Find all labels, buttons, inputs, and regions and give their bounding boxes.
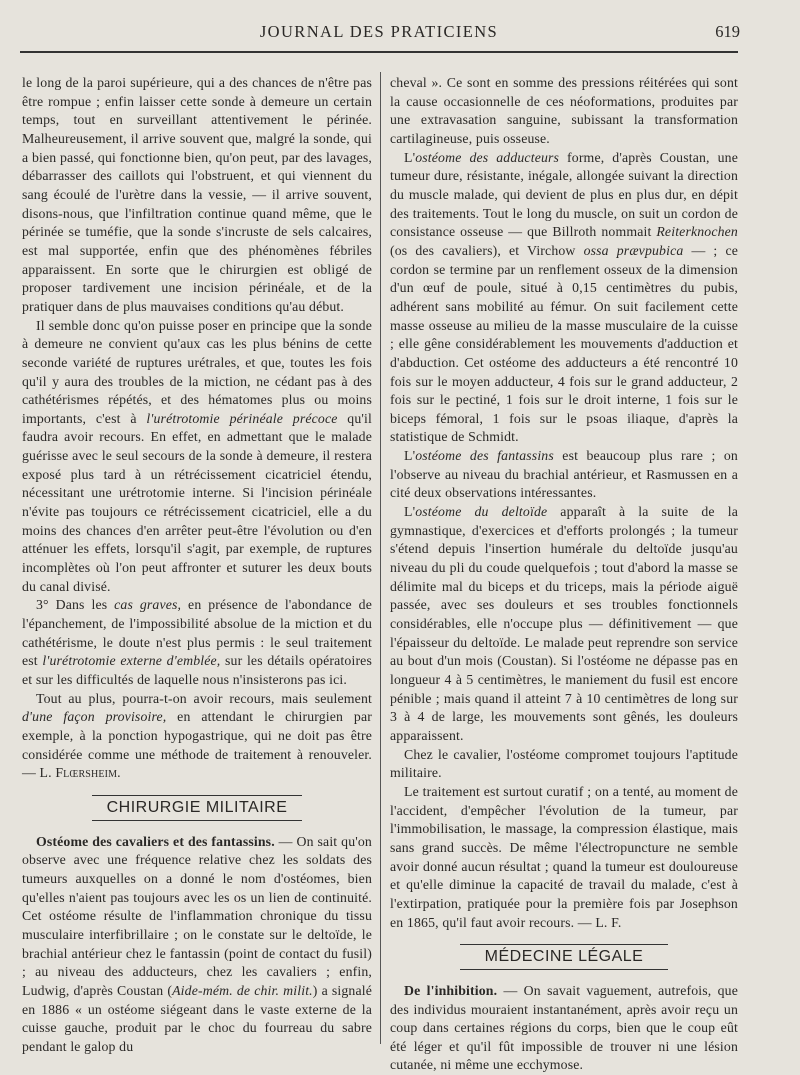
right-column bbox=[390, 74, 738, 1075]
header-rule bbox=[20, 51, 738, 53]
page-number: 619 bbox=[715, 22, 740, 41]
paragraph: le long de la paroi supérieure, qui a des chances de n'être pas être rompue ; enfin laisser cette sonde à demeure un certain temps, tout en surveillant attentivement le périnée. Malheureusement, il arrive souvent que, malgré la sonde, qui a bien passé, qui fonctionne bien, qu'on peut, par des lavages, débarrasser des caillots qui l'obstruent, et qui viennent du sang écoulé de l'urètre dans la vessie, — il arrive souvent, disons-nous, que l'infiltration continue quand même, que le périnée se tuméfie, que la sonde s'incruste de sels calcaires, est mal supportée, enfin que des phénomènes fébriles apparaissent. En sorte que le chirurgien est obligé de proposer tardivement une incision périnéale, et de la pratiquer dans de plus mauvaises conditions qu'au début. bbox=[22, 75, 372, 314]
running-title: JOURNAL DES PRATICIENS bbox=[259, 22, 499, 41]
article-title: Ostéome des cavaliers et des fantassins. bbox=[36, 833, 275, 849]
paragraph: L'ostéome des adducteurs forme, d'après Coustan, une tumeur dure, résistante, inégale, allongée suivant la direction du muscle malade, qui devient de plus en plus dur, en dépit des traitements. Tout le long du muscle, on suit un cordon de consistance osseuse — que Billroth nommait Reiterknochen (os des cavaliers), et Virchow ossa prævpubica — ; ce cordon se termine par un renflement osseux de la dimension d'un œuf de poule, situé à 0,15 centimètres du pubis, adhérent sans mobilité au fémur. On suit facilement cette masse osseuse au milieu de la masse musculaire de la cuisse ; elle gêne considérablement les mouvements d'adduction et d'abduction. Cet ostéome des adducteurs a été rencontré 10 fois sur le moyen adducteur, 4 fois sur le grand adducteur, 2 fois sur le pectiné, 1 fois sur le droit interne, 1 fois sur le biceps fémoral, 1 fois sur le psoas iliaque, d'après la statistique de Schmidt. bbox=[390, 149, 738, 445]
section-heading-chirurgie bbox=[22, 795, 372, 821]
section-title: MÉDECINE LÉGALE bbox=[484, 948, 644, 966]
paragraph: L'ostéome des fantassins est beaucoup plus rare ; on l'observe au niveau du brachial antérieur, et Rasmussen en a cité deux observations intéressantes. bbox=[390, 448, 738, 501]
column-divider bbox=[380, 72, 381, 1044]
paragraph: cheval ». Ce sont en somme des pressions réitérées qui sont la cause occasionnelle de ces néoformations, produites par une extravasation sanguine, subissant la transformation cartilagineuse, puis osseuse. bbox=[390, 75, 738, 146]
paragraph: Chez le cavalier, l'ostéome compromet toujours l'aptitude militaire. bbox=[390, 746, 738, 781]
section-title: CHIRURGIE MILITAIRE bbox=[106, 798, 288, 816]
paragraph: Il semble donc qu'on puisse poser en principe que la sonde à demeure ne convient qu'aux cas les plus bénins de cette seconde variété de ruptures urétrales, et que, toutes les fois qu'il y aura des troubles de la miction, ne cédant pas à des cathétérismes répétés, et des hématomes plus ou moins importants, c'est à l'urétrotomie périnéale précoce qu'il faudra avoir recours. En effet, en admettant que le malade guérisse avec le seul secours de la sonde à demeure, il restera exposé plus tard à un rétrécissement cicatriciel étendu, nécessitant une urétrotomie interne. Si l'incision périnéale n'évite pas toujours ce rétrécissement cicatriciel, elle a du moins des chances d'en arrêter peut-être l'évolution ou d'en atténuer les effets, lorsqu'il s'agit, par exemple, de ruptures incomplètes où l'on peut affronter et suturer les deux bouts du canal divisé. bbox=[22, 317, 372, 594]
paragraph: Le traitement est surtout curatif ; on a tenté, au moment de l'accident, d'empêcher l'évolution de la tumeur, par l'immobilisation, le massage, la compression élastique, mais sans grand succès. De même l'électropuncture ne semble avoir donné aucun résultat ; quand la tumeur est douloureuse et qu'elle diminue la capacité de travail du malade, c'est à l'extirpation, pratiquée pour la première fois par Josephson en 1865, qu'il faut avoir recours. — L. F. bbox=[390, 783, 738, 930]
paragraph: De l'inhibition. — On savait vaguement, autrefois, que des individus mouraient instantanément, après avoir reçu un coup dans certaines régions du corps, bien que le coup eût été léger et qu'il fût impossible de trouver ni une lésion cutanée, ni même une ecchymose. bbox=[390, 982, 738, 1073]
paragraph: 3° Dans les cas graves, en présence de l'abondance de l'épanchement, de l'impossibilité absolue de la miction et du cathétérisme, le doute n'est plus permis : le seul traitement est l'urétrotomie externe d'emblée, sur les détails opératoires et sur les difficultés de laquelle nous n'insisterons pas ici. bbox=[22, 597, 372, 687]
left-column bbox=[22, 74, 372, 1056]
author-signature: Flœrsheim bbox=[55, 765, 118, 781]
paragraph: Tout au plus, pourra-t-on avoir recours, mais seulement d'une façon provisoire, en attendant le chirurgien par exemple, à la ponction hypogastrique, qui ne doit pas être considérée comme une méthode de traitement à renouveler. — L. Flœrsheim. bbox=[22, 690, 372, 781]
paragraph: Ostéome des cavaliers et des fantassins. — On sait qu'on observe avec une fréquence relative chez les soldats des tumeurs auxquelles on a donné le nom d'ostéomes, bien qu'elles n'aient pas toujours avec les os un lien de continuité. Cet ostéome résulte de l'inflammation chronique du tissu musculaire interfibrillaire ; on le constate sur le deltoïde, le brachial antérieur chez le fantassin (point de contact du fusil) ; au niveau des adducteurs, chez les cavaliers ; enfin, Ludwig, d'après Coustan (Aide-mém. de chir. milit.) a signalé en 1886 « un ostéome siégeant dans le vaste externe de la cuisse gauche, produit par le choc du fourreau du sabre pendant le galop du bbox=[22, 833, 373, 1054]
article-title: De l'inhibition. bbox=[404, 982, 498, 998]
section-heading-medecine bbox=[390, 944, 738, 970]
page-header bbox=[18, 22, 740, 48]
paragraph: L'ostéome du deltoïde apparaît à la suite de la gymnastique, d'exercices et d'efforts prolongés ; la tumeur s'étend depuis l'insertion humérale du deltoïde jusqu'au niveau du pli du coude quelquefois ; tout d'abord la masse se délimite mal du biceps et du triceps, mais la période aiguë passée, avec ses douleurs et ses troubles fonctionnels considérables, elle n'occupe plus — définitivement — que l'épaisseur du deltoïde. Le malade peut reprendre son service au bout d'un mois (Coustan). Si l'ostéome ne dépasse pas en longueur 4 à 5 centimètres, le maniement du fusil est encore pénible ; mais quand il atteint 7 à 10 centimètres de long sur 3 à 4 de large, les mouvements sont gênés, les douleurs apparaissent. bbox=[390, 504, 738, 743]
